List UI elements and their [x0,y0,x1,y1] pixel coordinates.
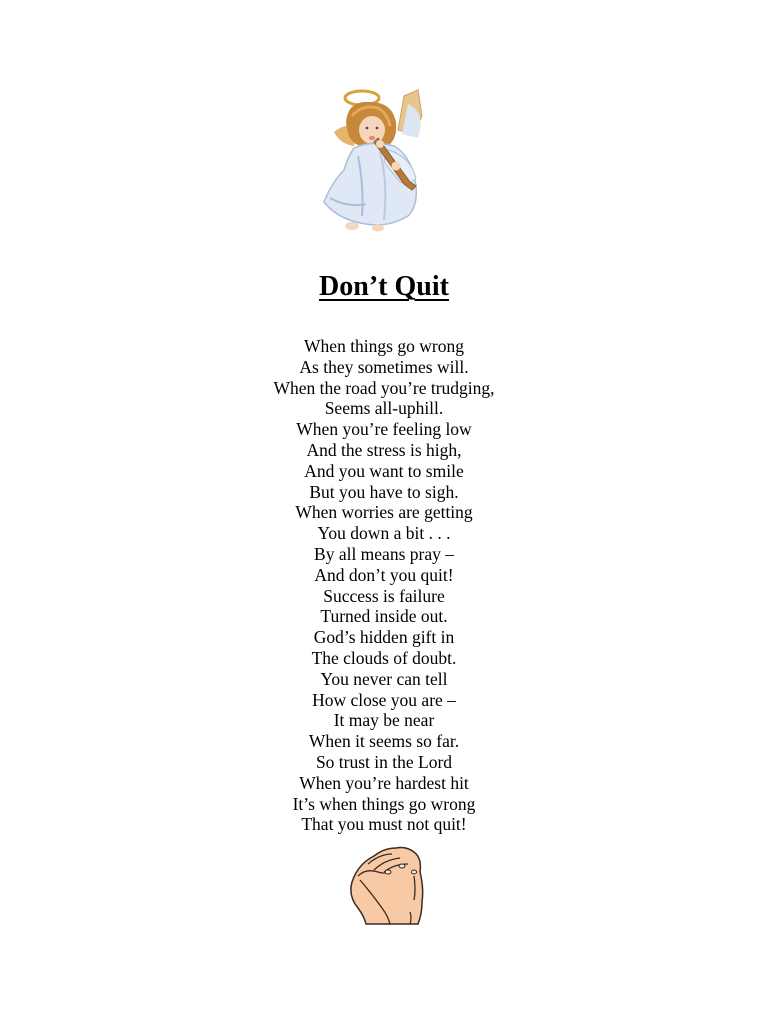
poem-line: When things go wrong [304,336,464,356]
poem-body [0,336,768,835]
poem-line: How close you are – [312,689,456,710]
poem-line: It’s when things go wrong [292,793,476,814]
poem-line: Success is failure [323,585,445,606]
poem-line: It may be near [333,710,435,731]
page-title: Don’t Quit [319,271,449,302]
poem-line: And the stress is high, [306,439,462,460]
poem-line: God’s hidden gift in [313,627,455,648]
poem-line: So trust in the Lord [315,751,453,772]
poem-line: Turned inside out. [320,606,448,627]
poem-line: Seems all-uphill. [324,398,444,419]
praying-hands-illustration [344,842,428,926]
poem-line: When you’re feeling low [296,419,472,440]
poem-line: You down a bit . . . [317,523,451,544]
poem-line: When the road you’re trudging, [273,377,495,398]
praying-hands-icon [344,842,428,926]
poem-line: And don’t you quit! [314,564,454,585]
poem-line: The clouds of doubt. [311,647,457,668]
poem-line: By all means pray – [314,543,454,564]
angel-icon [318,86,444,236]
poem-line: When worries are getting [295,502,473,523]
poem-line: When it seems so far. [308,731,460,752]
poem-line: And you want to smile [304,460,464,481]
poem-line: As they sometimes will. [299,356,469,377]
poem-line: But you have to sigh. [309,481,459,502]
poem-line: When you’re hardest hit [299,772,469,793]
poem-line: That you must not quit! [301,814,467,835]
angel-illustration [318,86,444,236]
poem-line: You never can tell [320,668,448,689]
